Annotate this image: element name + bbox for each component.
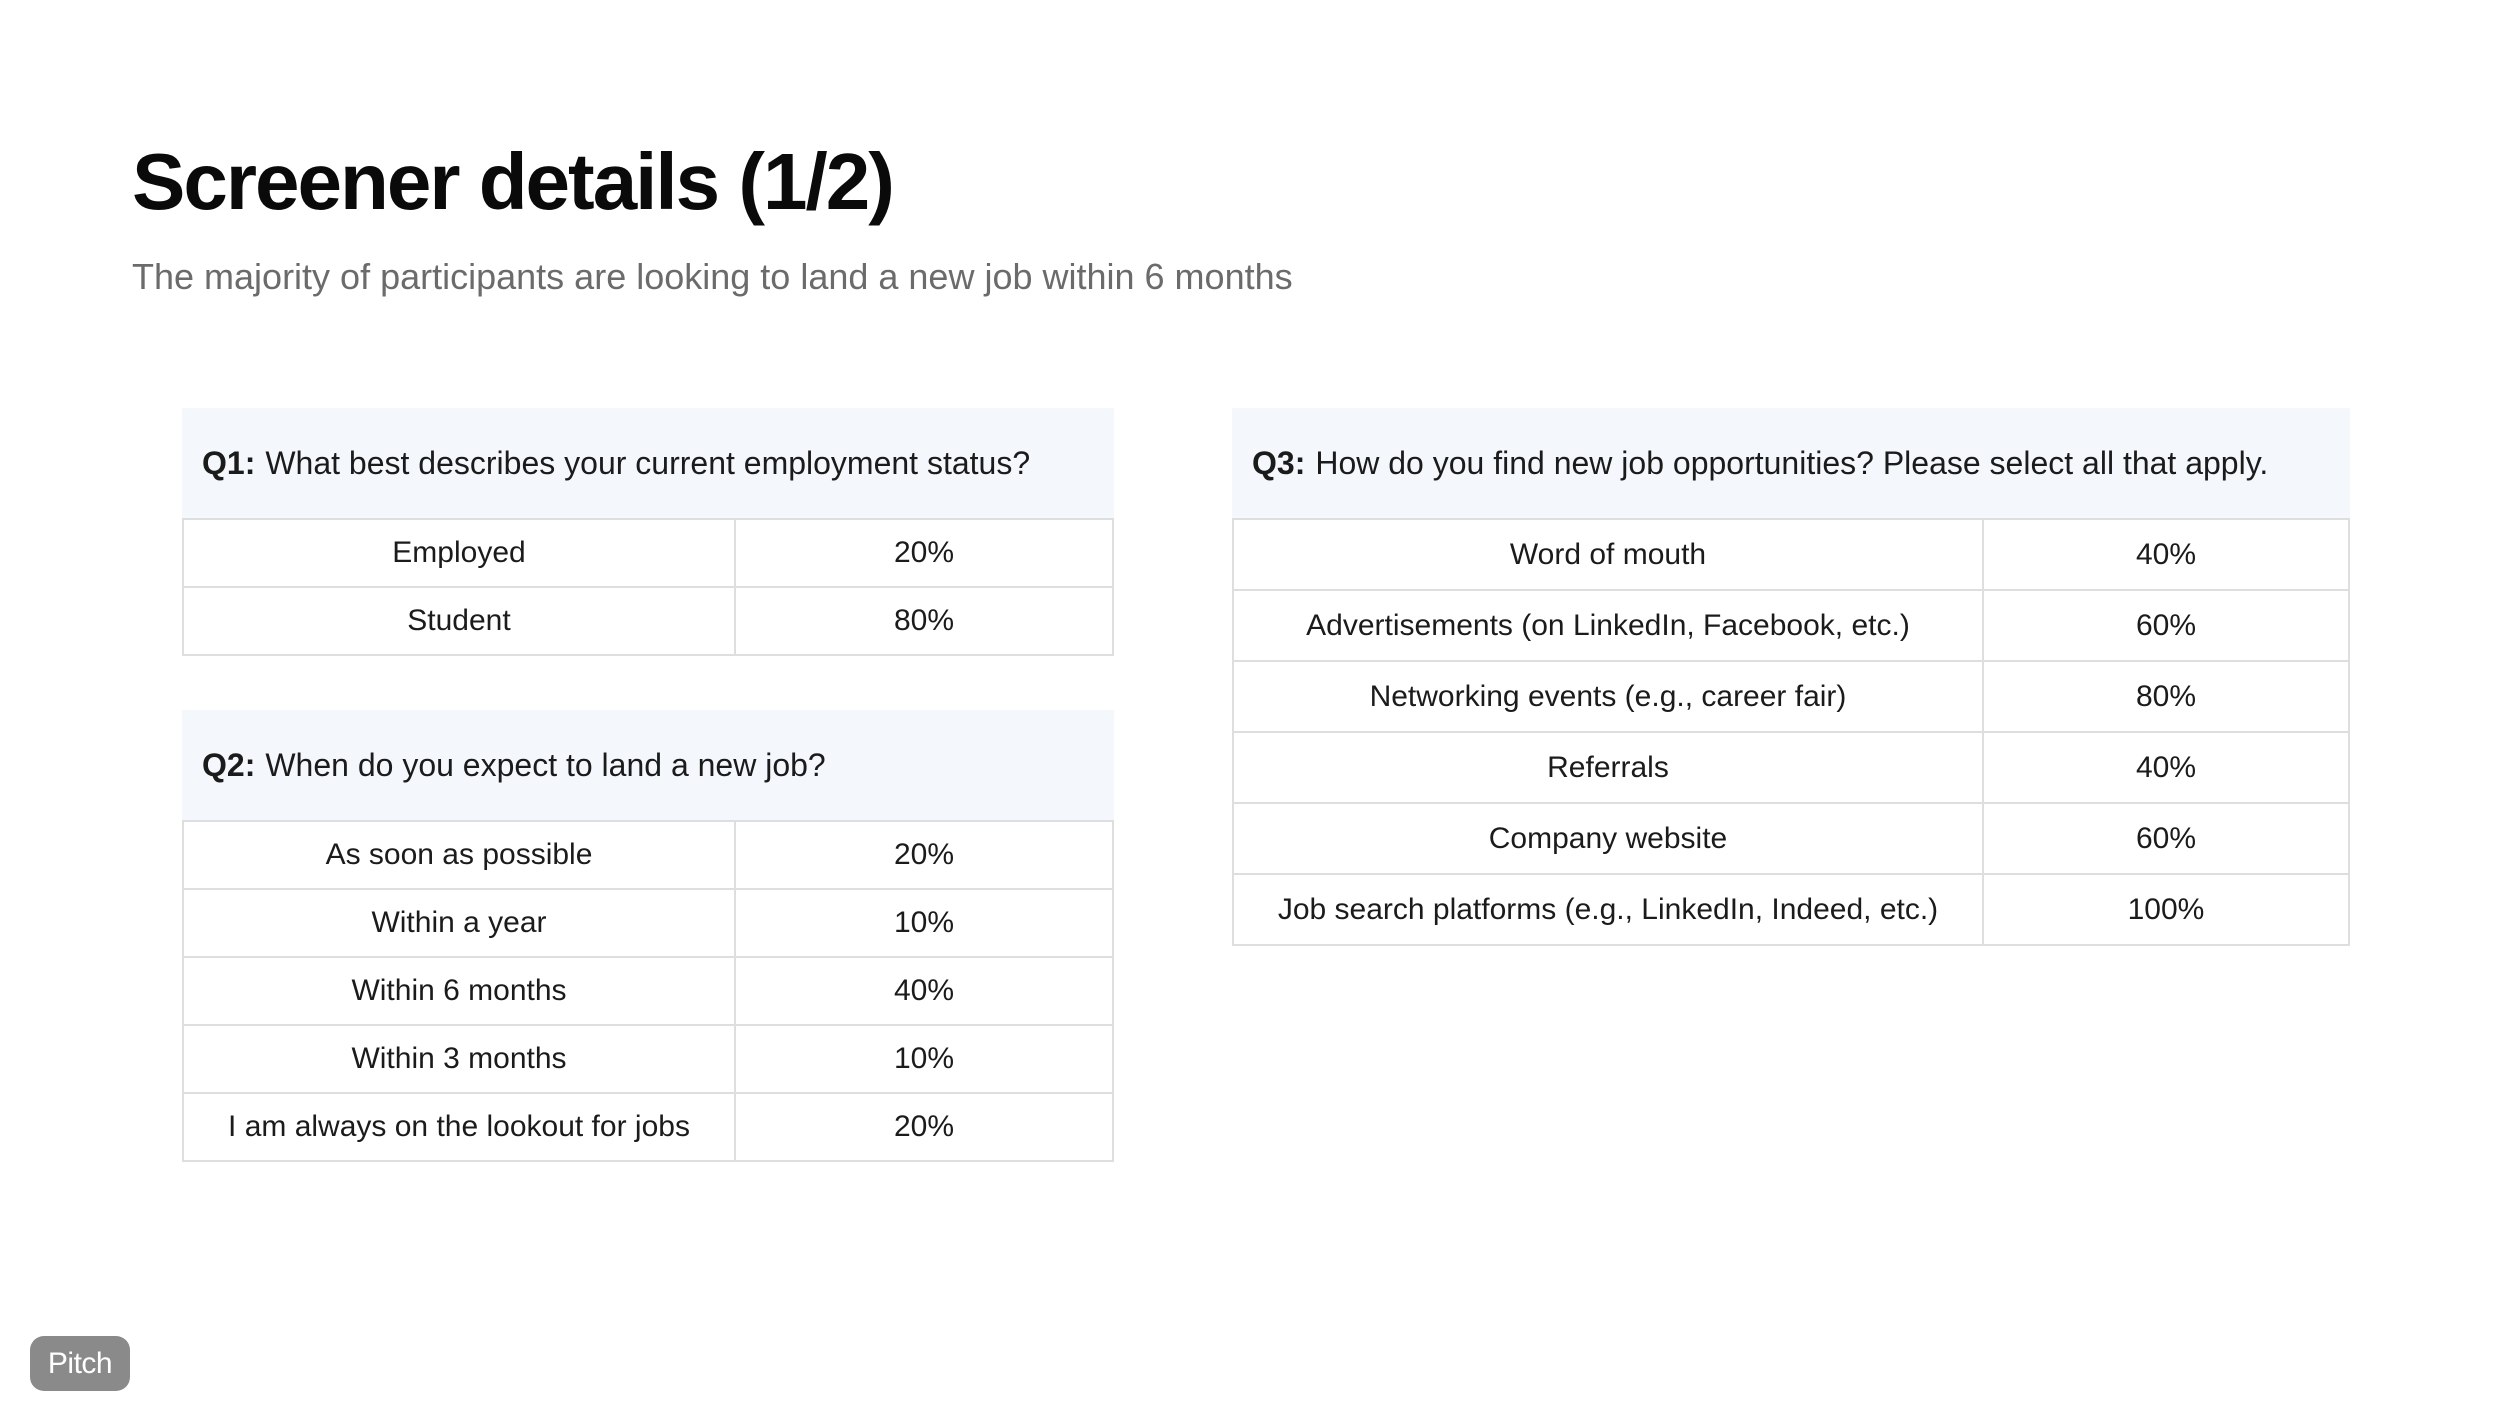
row-label: Company website <box>1233 803 1983 874</box>
table-row <box>183 587 1113 655</box>
table-row <box>183 957 1113 1025</box>
row-label: Student <box>183 587 735 655</box>
q1-header <box>182 408 1114 518</box>
row-value: 80% <box>1983 661 2349 732</box>
row-label: Within 3 months <box>183 1025 735 1093</box>
table-row <box>1233 590 2349 661</box>
q1-question: What best describes your current employment status? <box>265 444 1031 481</box>
table-row <box>183 821 1113 889</box>
q2-header <box>182 710 1114 820</box>
row-label: Job search platforms (e.g., LinkedIn, Indeed, etc.) <box>1233 874 1983 945</box>
q3-number: Q3: <box>1252 444 1306 481</box>
table-row <box>1233 874 2349 945</box>
row-label: As soon as possible <box>183 821 735 889</box>
row-value: 60% <box>1983 803 2349 874</box>
pitch-badge[interactable]: Pitch <box>30 1336 130 1391</box>
table-row <box>1233 661 2349 732</box>
row-value: 80% <box>735 587 1113 655</box>
row-value: 60% <box>1983 590 2349 661</box>
row-value: 20% <box>735 519 1113 587</box>
q2-question: When do you expect to land a new job? <box>265 746 826 783</box>
q2-table <box>182 820 1114 1162</box>
row-label: Word of mouth <box>1233 519 1983 590</box>
row-value: 20% <box>735 1093 1113 1161</box>
table-row <box>183 889 1113 957</box>
q1-block <box>182 408 1114 656</box>
row-value: 10% <box>735 1025 1113 1093</box>
q3-table <box>1232 518 2350 946</box>
row-label: Within a year <box>183 889 735 957</box>
row-value: 40% <box>1983 519 2349 590</box>
row-label: Within 6 months <box>183 957 735 1025</box>
row-value: 40% <box>735 957 1113 1025</box>
table-row <box>183 1093 1113 1161</box>
row-value: 100% <box>1983 874 2349 945</box>
row-label: Referrals <box>1233 732 1983 803</box>
table-row <box>183 1025 1113 1093</box>
row-value: 20% <box>735 821 1113 889</box>
q3-header <box>1232 408 2350 518</box>
q2-block <box>182 710 1114 1162</box>
q3-block <box>1232 408 2350 946</box>
q2-number: Q2: <box>202 746 256 783</box>
row-label: Networking events (e.g., career fair) <box>1233 661 1983 732</box>
table-row <box>1233 519 2349 590</box>
q1-number: Q1: <box>202 444 256 481</box>
q1-table <box>182 518 1114 656</box>
q3-question: How do you find new job opportunities? Please select all that apply. <box>1315 444 2269 481</box>
table-row <box>1233 732 2349 803</box>
row-label: Advertisements (on LinkedIn, Facebook, etc.) <box>1233 590 1983 661</box>
table-row <box>1233 803 2349 874</box>
row-label: I am always on the lookout for jobs <box>183 1093 735 1161</box>
row-label: Employed <box>183 519 735 587</box>
row-value: 10% <box>735 889 1113 957</box>
slide-subtitle: The majority of participants are looking to land a new job within 6 months <box>132 256 1293 297</box>
row-value: 40% <box>1983 732 2349 803</box>
slide-title: Screener details (1/2) <box>132 137 893 226</box>
table-row <box>183 519 1113 587</box>
